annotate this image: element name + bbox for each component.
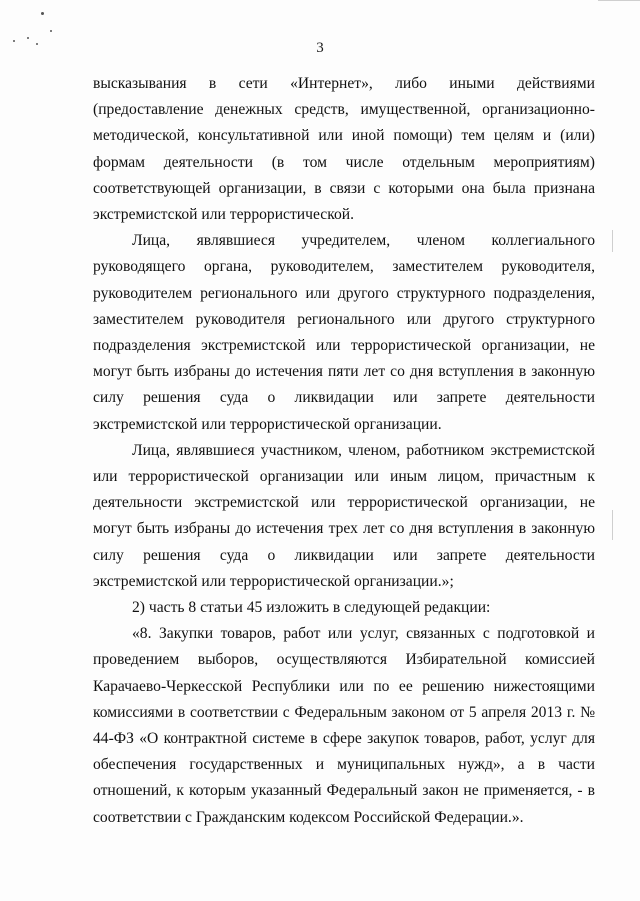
page-number: 3 bbox=[316, 40, 324, 56]
scan-speck bbox=[41, 12, 44, 15]
scan-edge-mark bbox=[612, 230, 613, 252]
paragraph-founders-ineligibility: Лица, являвшиеся учредителем, членом коллегиального руководящего органа, руководителем, заместителем руководителя, руководителем регионального или другого структурного подразделения, заместителем руководителя регионального или другого структурного подразделения экстремистской или террористической организации, не могут быть избраны до истечения пяти лет со дня вступления в законную силу решения суда о ликвидации или запрете деятельности экстремистской или террористической организации. bbox=[93, 232, 595, 433]
paragraph-amendment-item: 2) часть 8 статьи 45 изложить в следующей редакции: bbox=[132, 599, 491, 617]
document-body bbox=[93, 71, 595, 831]
scan-speck bbox=[50, 30, 52, 32]
scan-edge-mark bbox=[598, 0, 640, 1]
scan-edge-mark bbox=[612, 510, 613, 540]
scan-speck bbox=[27, 37, 29, 39]
paragraph-members-ineligibility: Лица, являвшиеся участником, членом, работником экстремистской или террористической организации или иным лицом, причастным к деятельности экстремистской или террористической организации, не могут быть избраны до истечения трех лет со дня вступления в законную силу решения суда о ликвидации или запрете деятельности экстремистской или террористической организации.»; bbox=[93, 441, 595, 590]
paragraph-procurement: «8. Закупки товаров, работ или услуг, связанных с подготовкой и проведением выборов, осуществляются Избирательной комиссией Карачаево-Черкесской Республики или по ее решению нижестоящими комиссиями в соответствии с Федеральным законом от 5 апреля 2013 г. № 44-ФЗ «О контрактной системе в сфере закупок товаров, работ, услуг для обеспечения государственных и муниципальных нужд», а в части отношений, к которым указанный Федеральный закон не применяется, - в соответствии с Гражданским кодексом Российской Федерации.». bbox=[93, 625, 595, 826]
paragraph-continuation: высказывания в сети «Интернет», либо иными действиями (предоставление денежных средств, имущественной, организационно-методической, консультативной или иной помощи) тем целям и (или) формам деятельности (в том числе отдельным мероприятиям) соответствующей организации, в связи с которыми она была признана экстремистской или террористической. bbox=[93, 75, 595, 224]
